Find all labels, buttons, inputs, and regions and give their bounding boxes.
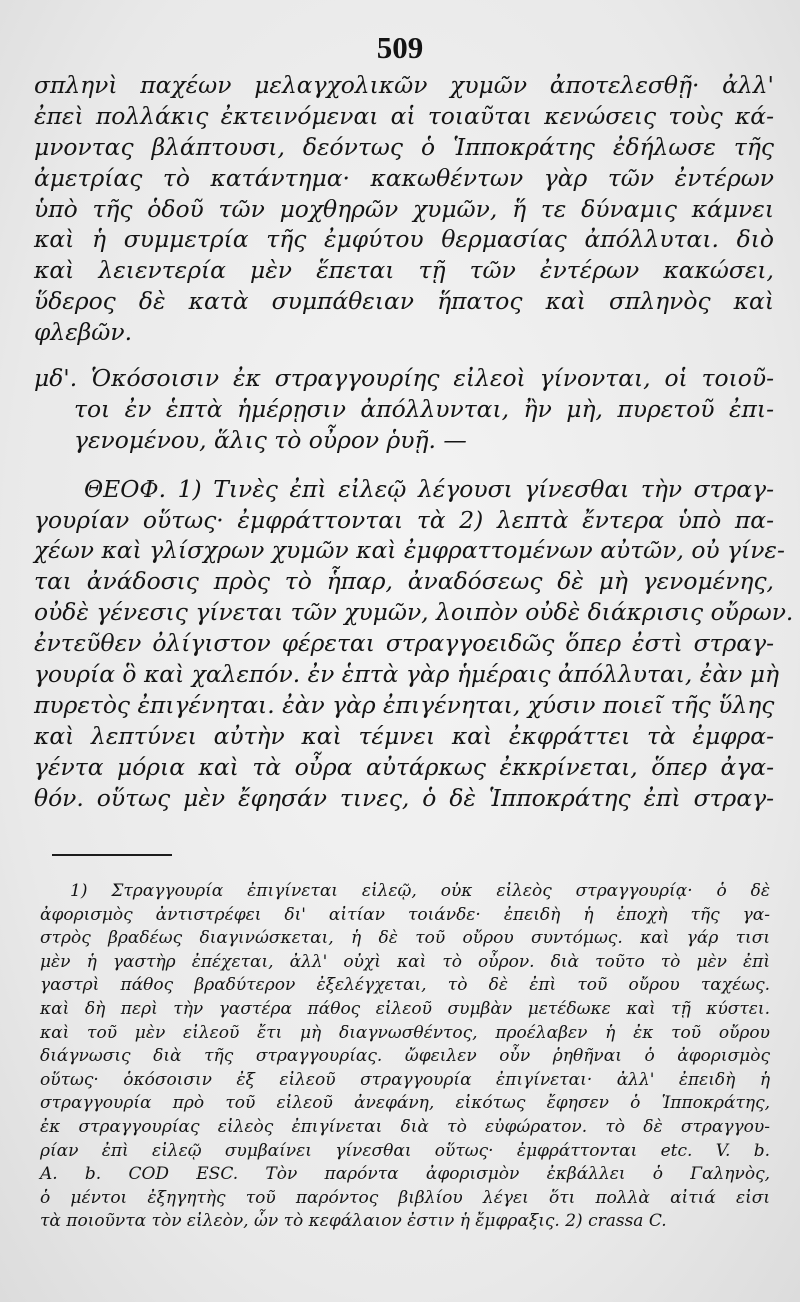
paragraph-1 [34,70,774,348]
text-line: θόν. οὕτως μὲν ἔφησάν τινες, ὁ δὲ Ἱπποκράτης ἐπὶ στραγ- [34,783,774,812]
text-line: γέντα μόρια καὶ τὰ οὖρα αὐτάρκως ἐκκρίνεται, ὅπερ ἀγα- [34,752,774,781]
footnote-line: ἀφορισμὸς ἀντιστρέφει δι' αἰτίαν τοιάνδε· ἐπειδὴ ἡ ἐποχὴ τῆς γα- [40,904,770,925]
footnote-line: ἐκ στραγγουρίας εἰλεὸς ἐπιγίνεται διὰ τὸ εὐφώρατον. τὸ δὲ στραγγου- [40,1116,770,1137]
text-line: χέων καὶ γλίσχρων χυμῶν καὶ ἐμφραττομένων αὐτῶν, οὐ γίνε- [34,536,785,565]
text-line: καὶ ἡ συμμετρία τῆς ἐμφύτου θερμασίας ἀπόλλυται. διὸ [34,225,774,254]
text-line: πυρετὸς ἐπιγένηται. ἐὰν γὰρ ἐπιγένηται, χύσιν ποιεῖ τῆς ὕλης [34,690,775,719]
text-line: γενομένου, ἅλις τὸ οὖρον ῥυῇ. — [74,425,467,454]
text-line: ΘΕΟΦ. 1) Τινὲς ἐπὶ εἰλεῷ λέγουσι γίνεσθαι τὴν στραγ- [84,474,774,503]
footnote-line: ὁ μέντοι ἐξηγητὴς τοῦ παρόντος βιβλίου λέγει ὅτι πολλὰ αἰτιά εἰσι [40,1187,770,1208]
text-line: ὑπὸ τῆς ὁδοῦ τῶν μοχθηρῶν χυμῶν, ἥ τε δύναμις κάμνει [34,194,774,223]
text-line: μνοντας βλάπτουσι, δεόντως ὁ Ἱπποκράτης ἐδήλωσε τῆς [34,132,774,161]
footnote-line: γαστρὶ πάθος βραδύτερον ἐξελέγχεται, τὸ δὲ ἐπὶ τοῦ οὔρου ταχέως. [40,975,770,996]
aphorism [34,363,774,456]
text-line: ἐντεῦθεν ὀλίγιστον φέρεται στραγγοειδῶς ὅπερ ἐστὶ στραγ- [34,629,774,658]
commentary [34,474,794,814]
footnote-line: καὶ τοῦ μὲν εἰλεοῦ ἔτι μὴ διαγνωσθέντος, προέλαβεν ἡ ἐκ τοῦ οὔρου [40,1022,770,1043]
footnote-line: 1) Στραγγουρία ἐπιγίνεται εἰλεῷ, οὐκ εἰλεὸς στραγγουρίᾳ· ὁ δὲ [70,881,770,901]
text-line: γουρία ὃ καὶ χαλεπόν. ἐν ἑπτὰ γὰρ ἡμέραις ἀπόλλυται, ἐὰν μὴ [34,660,779,689]
footnote-line: διάγνωσις διὰ τῆς στραγγουρίας. ὤφειλεν οὖν ῥηθῆναι ὁ ἀφορισμὸς [40,1046,770,1067]
footnote-line: A. b. COD ESC. Τὸν παρόντα ἀφορισμὸν ἐκβάλλει ὁ Γαληνὸς, [40,1164,770,1185]
text-line: καὶ λεπτύνει αὐτὴν καὶ τέμνει καὶ ἐκφράττει τὰ ἐμφρα- [34,721,774,750]
footnote-rule [52,854,172,856]
footnote-line: στρὸς βραδέως διαγινώσκεται, ἡ δὲ τοῦ οὔρου συντόμως. καὶ γάρ τισι [40,928,770,949]
footnote-line: τὰ ποιοῦντα τὸν εἰλεὸν, ὧν τὸ κεφάλαιον ἐστιν ἡ ἔμφραξις. 2) crassa C. [40,1211,667,1232]
page-number: 509 [376,30,424,65]
text-line: φλεβῶν. [34,318,133,347]
text-line: καὶ λειεντερία μὲν ἕπεται τῇ τῶν ἐντέρων κακώσει, [34,256,774,285]
text-line: ται ἀνάδοσις πρὸς τὸ ἧπαρ, ἀναδόσεως δὲ μὴ γενομένης, [34,567,774,596]
text-line: μδ'. Ὁκόσοισιν ἐκ στραγγουρίης εἰλεοὶ γίνονται, οἱ τοιοῦ- [34,364,774,393]
text-line: σπληνὶ παχέων μελαγχολικῶν χυμῶν ἀποτελεσθῇ· ἀλλ' [34,71,774,99]
footnote-line: ρίαν ἐπὶ εἰλεῷ συμβαίνει γίνεσθαι οὕτως· ἐμφράττονται etc. V. b. [40,1140,770,1161]
text-line: ἀμετρίας τὸ κατάντημα· κακωθέντων γὰρ τῶν ἐντέρων [34,163,774,192]
text-line: οὐδὲ γένεσις γίνεται τῶν χυμῶν, λοιπὸν οὐδὲ διάκρισις οὔρων. [34,598,794,627]
text-line: γουρίαν οὕτως· ἐμφράττονται τὰ 2) λεπτὰ ἔντερα ὑπὸ πα- [34,505,774,534]
footnote-line: στραγγουρία πρὸ τοῦ εἰλεοῦ ἀνεφάνη, εἰκότως ἔφησεν ὁ Ἱπποκράτης, [40,1093,770,1114]
text-line: ἐπεὶ πολλάκις ἐκτεινόμεναι αἱ τοιαῦται κενώσεις τοὺς κά- [34,101,774,130]
text-line: ὕδερος δὲ κατὰ συμπάθειαν ἥπατος καὶ σπληνὸς καὶ [34,287,774,316]
footnotes [40,880,770,1234]
text-line: τοι ἐν ἑπτὰ ἡμέρῃσιν ἀπόλλυνται, ἢν μὴ, πυρετοῦ ἐπι- [74,394,774,423]
main-text [34,70,794,813]
footnote-line: οὕτως· ὁκόσοισιν ἐξ εἰλεοῦ στραγγουρία ἐπιγίνεται· ἀλλ' ἐπειδὴ ἡ [40,1069,770,1090]
footnote-line: καὶ δὴ περὶ τὴν γαστέρα πάθος εἰλεοῦ συμβὰν μετέδωκε καὶ τῇ κύστει. [40,998,770,1019]
footnote-line: μὲν ἡ γαστὴρ ἐπέχεται, ἀλλ' οὐχὶ καὶ τὸ οὖρον. διὰ τοῦτο τὸ μὲν ἐπὶ [40,951,770,972]
